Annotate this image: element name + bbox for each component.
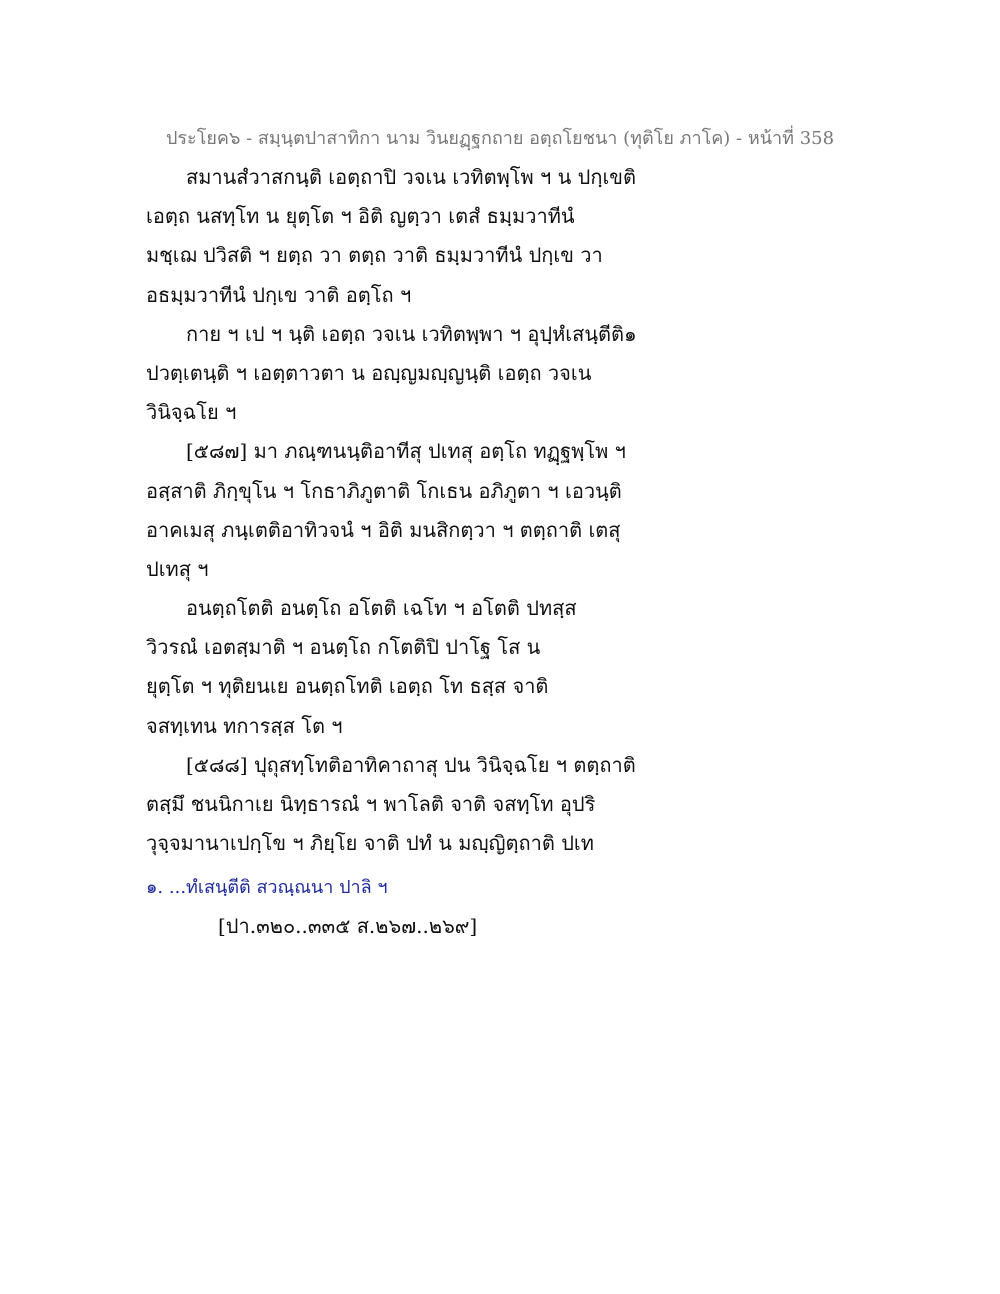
text-line: วิวรณํ เอตสฺมาติ ฯ อนตฺโถ กโตติปิ ปาโฐ โส น: [146, 635, 541, 660]
text-line: ปวตฺเตนฺติ ฯ เอตฺตาวตา น อญฺญมญฺญนฺติ เอตฺถ วจเน: [146, 360, 592, 385]
text-line: กาย ฯ เป ฯ นฺติ เอตฺถ วจเน เวทิตพฺพา ฯ อุปฺหํเสนฺตีติ๑: [186, 321, 637, 346]
text-line: อนตฺถโตติ อนตฺโถ อโตติ เฉโท ฯ อโตติ ปทสฺส: [186, 596, 577, 621]
text-line: อธมฺมวาทีนํ ปกฺเข วาติ อตฺโถ ฯ: [146, 282, 412, 307]
text-line: อาคเมสุ ภนฺเตติอาทิวจนํ ฯ อิติ มนสิกตฺวา ฯ ตตฺถาติ เตสุ: [146, 517, 621, 542]
page-reference: [ปา.๓๒๐..๓๓๕ ส.๒๖๗..๒๖๙]: [218, 914, 478, 938]
text-line: ปเทสุ ฯ: [146, 556, 209, 581]
body-text: [146, 158, 706, 863]
text-line: เอตฺถ นสทฺโท น ยุตฺโต ฯ อิติ ญตฺวา เตสํ ธมฺมวาทีนํ: [146, 204, 575, 229]
text-line: มชฺเฌ ปวิสติ ฯ ยตฺถ วา ตตฺถ วาติ ธมฺมวาทีนํ ปกฺเข วา: [146, 243, 603, 268]
text-line: ยุตฺโต ฯ ทุติยนเย อนตฺถโทติ เอตฺถ โท ธสฺส จาติ: [146, 674, 549, 699]
text-line: วินิจฺฉโย ฯ: [146, 400, 237, 425]
text-line: สมานสํวาสกนฺติ เอตฺถาปิ วจเน เวทิตพฺโพ ฯ น ปกฺเขติ: [186, 165, 636, 189]
page-header: ประโยค๖ - สมฺนฺตปาสาทิกา นาม วินยฏฺฐกถาย อตฺถโยชนา (ทุติโย ภาโค) - หน้าที่ 358: [165, 128, 835, 149]
text-line: วุจฺจมานาเปกฺโข ฯ ภิยฺโย จาติ ปทํ น มญฺญิตฺถาติ ปเท: [146, 831, 594, 856]
text-line: [๕๘๘] ปุถุสทฺโทติอาทิคาถาสุ ปน วินิจฺฉโย ฯ ตตฺถาติ: [186, 752, 636, 777]
text-line: ตสฺมึ ชนนิกาเย นิทฺธารณํ ฯ พาโลติ จาติ จสทฺโท อุปริ: [146, 792, 596, 816]
text-line: จสทฺเทน ทการสฺส โต ฯ: [146, 713, 343, 738]
footnote: ๑. ...ทํเสนฺตีติ สวณฺณนา ปาลิ ฯ: [146, 877, 388, 898]
text-line: อสฺสาติ ภิกฺขุโน ฯ โกธาภิภูตาติ โกเธน อภิภูตา ฯ เอวนฺติ: [146, 478, 622, 503]
text-line: [๕๘๗] มา ภณฺฑนนฺติอาทีสุ ปเทสุ อตฺโถ ทฏฺฐพฺโพ ฯ: [186, 439, 626, 464]
